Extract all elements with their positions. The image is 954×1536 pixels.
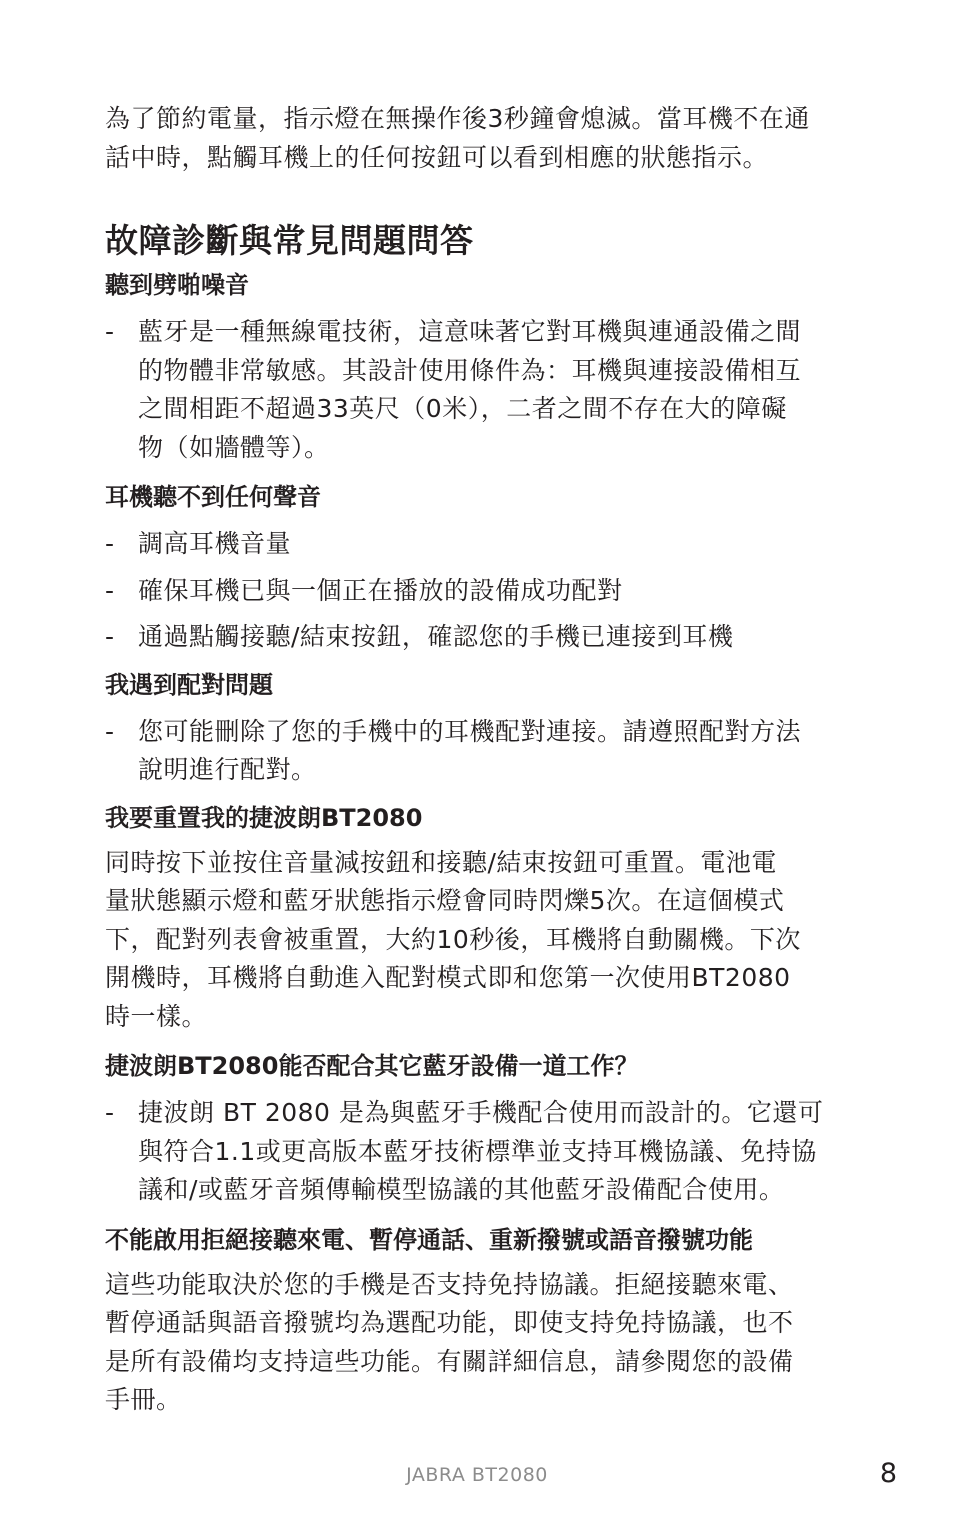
bullet-dash: -: [105, 716, 115, 746]
bullet-line: 的物體非常敏感。其設計使用條件為：耳機與連接設備相互: [138, 355, 802, 385]
paragraph-line: 下，配對列表會被重置，大約10秒後，耳機將自動關機。下次: [105, 924, 801, 954]
bullet-line: 捷波朗 BT 2080 是為與藍牙手機配合使用而設計的。它還可: [138, 1098, 824, 1127]
section-title: 故障診斷與常見問題問答: [105, 221, 474, 260]
faq-bullet: [105, 572, 855, 611]
bullet-line: 您可能刪除了您的手機中的耳機配對連接。請遵照配對方法: [138, 716, 802, 746]
bullet-dash: -: [105, 575, 115, 605]
faq-bullet: [105, 525, 855, 564]
intro-paragraph: [105, 100, 855, 177]
paragraph-line: 暫停通話與語音撥號均為選配功能，即使支持免持協議，也不: [105, 1308, 794, 1337]
bullet-dash: -: [105, 529, 115, 558]
bullet-dash: -: [105, 317, 115, 346]
faq-paragraph: [105, 1266, 855, 1420]
faq-bullet: [105, 713, 855, 790]
bullet-line: 議和/或藍牙音頻傳輸模型協議的其他藍牙設備配合使用。: [138, 1175, 785, 1204]
bullet-dash: -: [105, 1098, 115, 1127]
faq-bullet: [105, 618, 855, 657]
faq-heading: 我要重置我的捷波朗BT2080: [105, 803, 423, 832]
faq-heading: 捷波朗BT2080能否配合其它藍牙設備一道工作？: [105, 1052, 639, 1080]
paragraph-line: 時一樣。: [105, 1001, 208, 1031]
bullet-line: 調高耳機音量: [138, 529, 292, 558]
paragraph-line: 這些功能取決於您的手機是否支持免持協議。拒絕接聽來電、: [105, 1269, 794, 1299]
bullet-dash: -: [105, 622, 115, 651]
bullet-line: 確保耳機已與一個正在播放的設備成功配對: [138, 575, 623, 605]
faq-heading: 我遇到配對問題: [105, 670, 273, 699]
intro-line: 話中時，點觸耳機上的任何按鈕可以看到相應的狀態指示。: [105, 142, 769, 172]
bullet-line: 與符合1.1或更高版本藍牙技術標準並支持耳機協議、免持協: [138, 1136, 817, 1166]
faq-bullet: [105, 1094, 855, 1210]
faq-paragraph: [105, 844, 855, 1037]
faq-heading: 不能啟用拒絕接聽來電、暫停通話、重新撥號或語音撥號功能: [105, 1225, 753, 1254]
bullet-line: 藍牙是一種無線電技術，這意味著它對耳機與連通設備之間: [138, 317, 802, 346]
bullet-line: 說明進行配對。: [138, 755, 317, 784]
bullet-line: 之間相距不超過33英尺（0米），二者之間不存在大的障礙: [138, 394, 787, 423]
footer-brand: JABRA BT2080: [406, 1464, 548, 1486]
paragraph-line: 手冊。: [105, 1385, 182, 1414]
intro-line: 為了節約電量，指示燈在無操作後3秒鐘會熄滅。當耳機不在通: [105, 104, 810, 133]
document-page: [105, 100, 855, 1420]
paragraph-line: 量狀態顯示燈和藍牙狀態指示燈會同時閃爍5次。在這個模式: [105, 886, 785, 915]
paragraph-line: 是所有設備均支持這些功能。有關詳細信息，請參閱您的設備: [105, 1346, 794, 1376]
paragraph-line: 開機時，耳機將自動進入配對模式即和您第一次使用BT2080: [105, 963, 791, 992]
faq-heading: 耳機聽不到任何聲音: [105, 483, 321, 511]
paragraph-line: 同時按下並按住音量減按鈕和接聽/結束按鈕可重置。電池電: [105, 847, 777, 877]
faq-bullet: [105, 313, 855, 467]
faq-heading: 聽到劈啪噪音: [105, 271, 249, 299]
bullet-line: 物（如牆體等）。: [138, 432, 330, 462]
bullet-line: 通過點觸接聽/結束按鈕，確認您的手機已連接到耳機: [138, 622, 734, 651]
page-number: 8: [879, 1458, 897, 1489]
